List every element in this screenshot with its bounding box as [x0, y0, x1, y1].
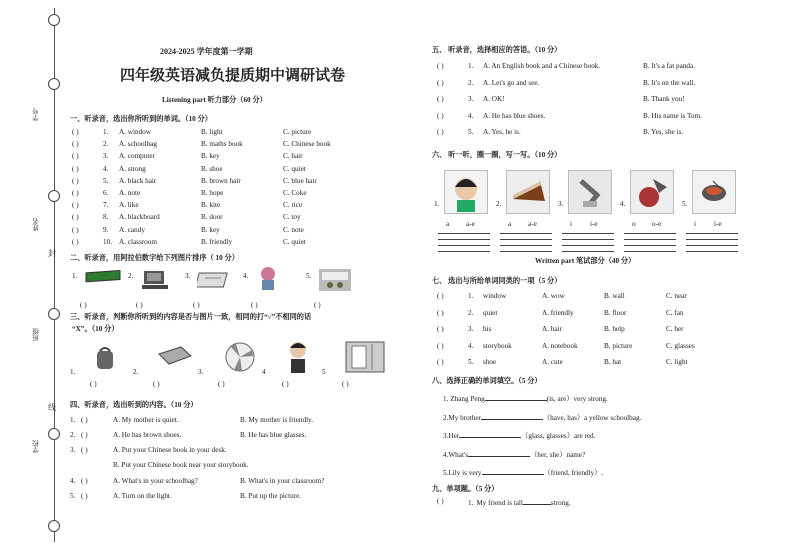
option-b: B. He has blue glasses. — [240, 431, 307, 439]
sentence-start: 4.What's — [443, 450, 469, 459]
section-9-title: 九、单项题。（5 分） — [432, 485, 499, 493]
answer-bracket[interactable]: ( ) — [437, 78, 444, 87]
item-number: 9. — [103, 225, 109, 234]
item-number: 8. — [103, 213, 109, 222]
answer-bracket[interactable]: ( ) — [72, 128, 79, 136]
option-c: C. glasses — [666, 341, 695, 350]
page-title: 四年级英语减负提质期中调研试卷 — [120, 68, 346, 84]
option-c: C. quiet — [283, 237, 306, 246]
class-label: 班级 — [33, 328, 40, 341]
picture-number: 2. — [133, 368, 139, 376]
option-a: A. My mother is quiet. — [113, 416, 179, 424]
option-c: C. fan — [666, 308, 684, 317]
option-c: C. note — [283, 225, 304, 234]
answer-blank[interactable] — [481, 412, 543, 420]
binding-hole — [48, 78, 60, 90]
option-b: B. shoe — [201, 164, 223, 173]
option-long[interactable]: a-e — [528, 220, 537, 228]
answer-bracket[interactable]: ( ) — [72, 225, 79, 234]
option-b: B. It's a fat panda. — [643, 62, 695, 70]
option-c: C. toy — [283, 213, 301, 222]
option-a: A. schoolbag — [119, 140, 157, 149]
option-c: C. rice — [283, 201, 303, 210]
sentence-end: strong. — [550, 499, 571, 507]
item-number: 3. — [70, 446, 76, 454]
answer-bracket[interactable]: ( ) — [437, 292, 444, 300]
answer-bracket[interactable]: ( ) — [81, 477, 88, 485]
option-a: A. window — [119, 128, 151, 136]
written-heading: Written part 笔试部分（40 分） — [535, 257, 636, 265]
item-number: 1. — [434, 200, 440, 208]
answer-bracket[interactable]: ( ) — [72, 176, 79, 185]
option-a: A. note — [119, 189, 141, 197]
answer-bracket[interactable]: ( ) — [437, 341, 444, 350]
option-c: C. hair — [283, 152, 303, 161]
section-7-title: 七、 选出与所给单词同类的一项（5 分） — [432, 277, 562, 285]
option-a: A. friendly — [542, 308, 574, 317]
answer-bracket[interactable]: ( ) — [193, 301, 200, 309]
item-number: 2. — [496, 200, 502, 208]
answer-bracket[interactable]: ( ) — [81, 431, 88, 439]
writing-lines[interactable] — [686, 228, 738, 252]
option-a: A. blackboard — [119, 213, 160, 222]
option-c: C. picture — [283, 128, 312, 136]
picture-1 — [92, 345, 118, 376]
option-b: B. Put up the picture. — [240, 492, 302, 500]
option-a: A. black hair — [119, 176, 157, 185]
option-long[interactable]: a-e — [466, 220, 475, 228]
picture-number: 1. — [72, 272, 78, 280]
sentence-end: （have, has）a yellow schoolbag. — [542, 413, 642, 422]
option-b: B. door — [201, 213, 223, 222]
option-long[interactable]: i-e — [590, 220, 598, 228]
option-long[interactable]: i-e — [714, 220, 722, 228]
binding-hole — [48, 190, 60, 202]
seal-mark: 封 — [48, 249, 56, 258]
fill-blank-row — [443, 412, 641, 423]
picture-2 — [140, 270, 170, 295]
item-number: 2. — [468, 78, 474, 87]
binding-hole — [48, 308, 60, 320]
answer-bracket[interactable]: ( ) — [153, 380, 160, 388]
picture-3 — [197, 270, 231, 295]
option-b: B. Put your Chinese book near your storybook. — [113, 461, 249, 469]
option-short[interactable]: i — [570, 220, 572, 228]
option-a: A. He has blue shoes. — [483, 111, 546, 120]
item-number: 6. — [103, 189, 109, 197]
term-line: 2024-2025 学年度第一学期 — [160, 47, 253, 56]
picture-5 — [318, 268, 352, 297]
answer-bracket[interactable]: ( ) — [342, 380, 349, 388]
answer-bracket[interactable]: ( ) — [72, 189, 79, 197]
listening-heading: Listening part 听力部分（60 分） — [162, 96, 267, 104]
item-number: 5. — [468, 358, 474, 367]
mc-row — [468, 497, 571, 507]
answer-bracket[interactable]: ( ) — [72, 237, 79, 246]
fill-blank-row — [443, 393, 608, 404]
item-number: 5. — [70, 492, 76, 500]
option-b: B. brown hair — [201, 176, 241, 185]
option-a: A. cute — [542, 358, 563, 367]
option-b: B. What's in your classroom? — [240, 477, 325, 485]
option-a: A. Put your Chinese book in your desk. — [113, 446, 227, 454]
option-b: B. floor — [604, 308, 627, 317]
picture-1 — [84, 270, 124, 291]
option-a: A. notebook — [542, 341, 578, 350]
answer-bracket[interactable]: ( ) — [437, 358, 444, 367]
picture-number: 4. — [243, 272, 249, 280]
option-a: A. wow — [542, 292, 565, 300]
option-a: A. Let's go and see. — [483, 78, 540, 87]
item-number: 3. — [468, 325, 474, 334]
option-b: B. light — [201, 128, 223, 136]
option-b: B. My mother is friendly. — [240, 416, 313, 424]
sentence-start: 2.My brother — [443, 413, 481, 422]
item-number: 3. — [468, 95, 474, 104]
picture-number: 3. — [198, 368, 204, 376]
fill-blank-row — [443, 449, 585, 460]
answer-bracket[interactable]: ( ) — [437, 62, 444, 70]
sentence-end: （her, she）name? — [530, 450, 586, 459]
section-3-title: 三、听录音，判断你所听到的内容是否与图片一致，相同的打“√”不相同的话 — [70, 313, 312, 321]
section-8-title: 八、选择正确的单词填空。（5 分） — [432, 377, 542, 385]
binding-hole — [48, 520, 60, 532]
option-b: B. key — [201, 152, 220, 161]
item-number: 5. — [468, 128, 474, 137]
given-word: storybook — [483, 341, 512, 350]
option-a: A. candy — [119, 225, 145, 234]
answer-bracket[interactable]: ( ) — [437, 111, 444, 120]
given-word: his — [483, 325, 492, 334]
answer-bracket[interactable]: ( ) — [72, 164, 79, 173]
item-number: 2. — [103, 140, 109, 149]
answer-bracket[interactable]: ( ) — [72, 140, 79, 149]
item-number: 1. — [70, 416, 76, 424]
option-b: B. His name is Tom. — [643, 111, 702, 120]
option-a: A. hair — [542, 325, 562, 334]
answer-blank[interactable] — [468, 449, 530, 457]
writing-lines[interactable] — [624, 228, 676, 252]
option-short[interactable]: a — [446, 220, 450, 228]
item-number: 4. — [70, 477, 76, 485]
item-number: 1. — [103, 128, 109, 136]
option-a: A. classroom — [119, 237, 157, 246]
sentence-end: (is, are）very strong. — [546, 395, 608, 403]
section-1-title: 一、听录音，选出你所听到的单词。（10 分） — [70, 115, 212, 123]
answer-blank[interactable] — [459, 430, 521, 438]
item-number: 4. — [468, 111, 474, 120]
option-c: C. light — [666, 358, 688, 367]
sentence-start: 5.Lily is very — [443, 469, 482, 478]
option-a: A. Yes, he is. — [483, 128, 521, 137]
section-4-title: 四、听录音，选出听到的内容。（10 分） — [70, 401, 198, 409]
item-number: 2. — [468, 308, 474, 317]
sentence-start: 3.Her — [443, 432, 460, 441]
writing-lines[interactable] — [500, 228, 552, 252]
item-number: 1. — [468, 62, 474, 70]
answer-blank[interactable] — [523, 497, 551, 505]
item-number: 3. — [103, 152, 109, 161]
picture-3 — [220, 340, 260, 379]
option-c: C. blue hair — [283, 176, 317, 185]
answer-bracket[interactable]: ( ) — [72, 152, 79, 161]
option-b: B. Yes, she is. — [643, 128, 684, 137]
option-b: B. help — [604, 325, 625, 334]
item-number: 3. — [558, 200, 564, 208]
option-b: B. It's on the wall. — [643, 78, 696, 87]
item-number: 5. — [682, 200, 688, 208]
item-number: 7. — [103, 201, 109, 210]
option-short[interactable]: i — [694, 220, 696, 228]
option-c: C. Chinese book — [283, 140, 331, 149]
option-b: B. hat — [604, 358, 622, 367]
sentence-end: （glass, glasses）are red. — [521, 432, 596, 441]
picture-4 — [630, 170, 674, 214]
picture-2 — [506, 170, 550, 214]
option-a: A. like — [119, 201, 139, 210]
picture-5 — [344, 340, 386, 379]
fill-blank-row — [443, 467, 603, 478]
answer-bracket[interactable]: ( ) — [437, 325, 444, 334]
option-c: C. Coke — [283, 189, 307, 197]
student-id-label: 学号 — [33, 108, 40, 121]
picture-number: 5 — [322, 368, 326, 376]
option-a: A. He has brown shoes. — [113, 431, 182, 439]
item-number: 1. — [468, 499, 474, 507]
item-number: 4. — [620, 200, 626, 208]
given-word: window — [483, 292, 507, 300]
sentence-start: 1. Zhang Peng — [443, 395, 485, 403]
sentence-start: My friend is tall — [476, 499, 523, 507]
option-a: A. Turn on the light. — [113, 492, 172, 500]
picture-3 — [568, 170, 612, 214]
picture-2 — [155, 344, 193, 371]
section-2-title: 二、听录音，用阿拉伯数字给下列图片排序（ 10 分） — [70, 254, 239, 262]
option-a: A. What's in your schoolbag? — [113, 477, 198, 485]
option-b: B. Thank you! — [643, 95, 685, 104]
option-a: A. An English book and a Chinese book. — [483, 62, 601, 70]
answer-bracket[interactable]: ( ) — [437, 128, 444, 137]
section-3-title-cont: “X”。（10 分） — [72, 325, 119, 333]
picture-number: 1. — [70, 368, 76, 376]
answer-bracket[interactable]: ( ) — [81, 416, 88, 424]
option-a: A. strong — [119, 164, 146, 173]
option-b: B. kite — [201, 201, 221, 210]
name-label: 姓名 — [33, 218, 40, 231]
option-long[interactable]: o-e — [652, 220, 662, 228]
answer-blank[interactable] — [485, 393, 547, 401]
option-a: A. OK! — [483, 95, 505, 104]
answer-bracket[interactable]: ( ) — [136, 301, 143, 309]
item-number: 1. — [468, 292, 474, 300]
given-word: quiet — [483, 308, 498, 317]
option-short[interactable]: a — [508, 220, 512, 228]
option-c: C. quiet — [283, 164, 306, 173]
answer-bracket[interactable]: ( ) — [81, 492, 88, 500]
option-b: B. friendly — [201, 237, 233, 246]
line-mark: 线 — [48, 403, 56, 412]
answer-bracket[interactable]: ( ) — [81, 446, 88, 454]
answer-bracket[interactable]: ( ) — [80, 301, 87, 309]
picture-number: 2. — [128, 272, 134, 280]
binding-hole — [48, 428, 60, 440]
option-c: C. near — [666, 292, 687, 300]
section-6-title: 六、 听一听，圈一圈，写一写。（10 分） — [432, 151, 562, 159]
option-b: B. hope — [201, 189, 224, 197]
picture-1 — [444, 170, 488, 214]
item-number: 10. — [103, 237, 112, 246]
option-short[interactable]: o — [632, 220, 636, 228]
picture-number: 3. — [185, 272, 191, 280]
item-number: 4. — [468, 341, 474, 350]
answer-bracket[interactable]: ( ) — [437, 308, 444, 317]
option-b: B. key — [201, 225, 220, 234]
fill-blank-row — [443, 430, 595, 441]
answer-bracket[interactable]: ( ) — [72, 213, 79, 222]
answer-bracket[interactable]: ( ) — [282, 380, 289, 388]
section-5-title: 五、 听录音，选择相应的答语。（10 分） — [432, 46, 562, 54]
answer-bracket[interactable]: ( ) — [314, 301, 321, 309]
item-number: 5. — [103, 176, 109, 185]
given-word: shoe — [483, 358, 497, 367]
option-b: B. picture — [604, 341, 633, 350]
item-number: 4. — [103, 164, 109, 173]
picture-number: 4 — [262, 368, 266, 376]
option-b: B. maths book — [201, 140, 243, 149]
picture-number: 5. — [306, 272, 312, 280]
writing-lines[interactable] — [438, 228, 490, 252]
writing-lines[interactable] — [562, 228, 614, 252]
answer-bracket[interactable]: ( ) — [437, 497, 444, 505]
answer-bracket[interactable]: ( ) — [218, 380, 225, 388]
picture-5 — [692, 170, 736, 214]
answer-bracket[interactable]: ( ) — [90, 380, 97, 388]
picture-4 — [255, 265, 281, 296]
answer-bracket[interactable]: ( ) — [251, 301, 258, 309]
answer-bracket[interactable]: ( ) — [437, 95, 444, 104]
binding-hole — [48, 14, 60, 26]
picture-4 — [284, 340, 312, 379]
item-number: 2. — [70, 431, 76, 439]
school-label: 学校 — [33, 440, 40, 453]
answer-bracket[interactable]: ( ) — [72, 201, 79, 210]
answer-blank[interactable] — [482, 467, 544, 475]
sentence-end: （friend, friendly）. — [543, 469, 604, 478]
option-b: B. wall — [604, 292, 625, 300]
option-c: C. her — [666, 325, 684, 334]
option-a: A. computer — [119, 152, 155, 161]
